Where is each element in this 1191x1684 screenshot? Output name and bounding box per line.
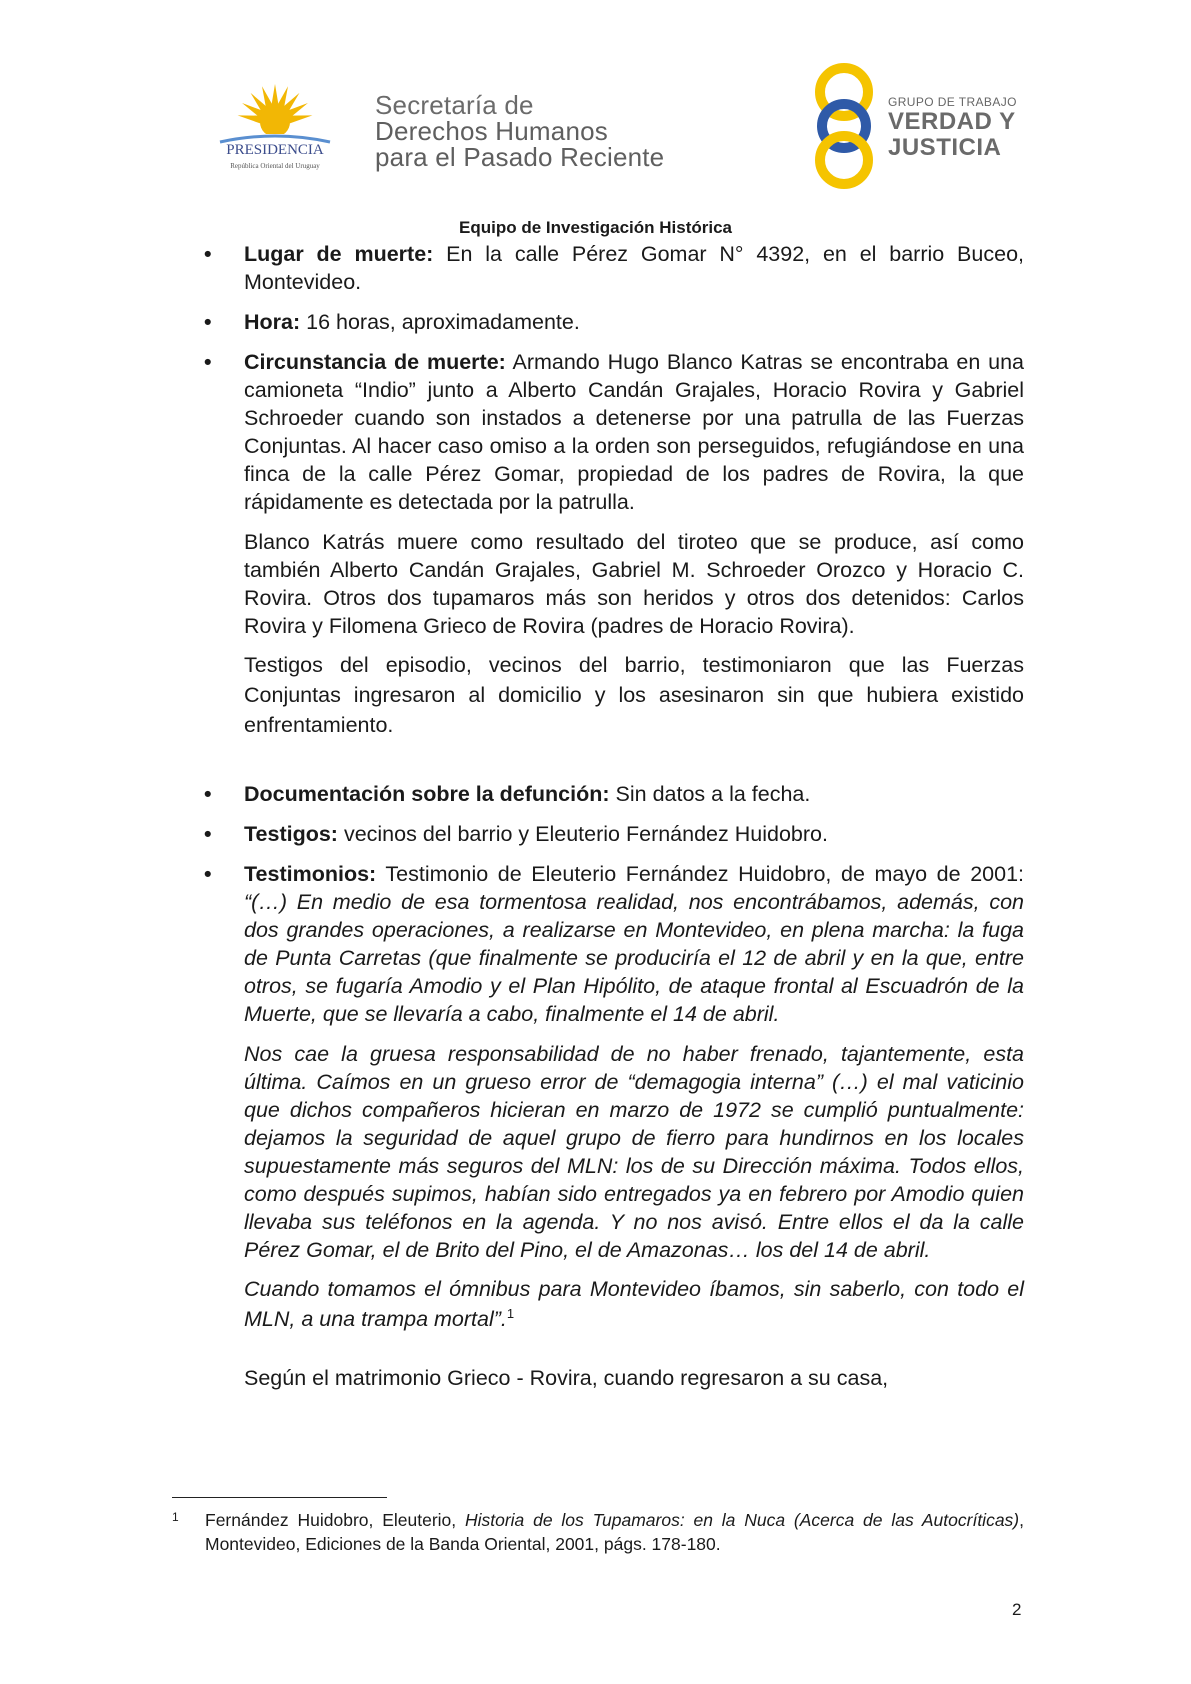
quote-part-1: “(…) En medio de esa tormentosa realidad, nos encontrábamos, además, con dos grandes operaciones, a realizarse en Montevideo, en plena marcha: la fuga de Punta Carretas (que finalmente se produciría el 12 de abril y en la que, entre otros, se fugaría Amodio y el Plan Hipólito, de ataque frontal al Escuadrón de la Muerte, que se llevaría a cabo, finalmente el 14 de abril. [244, 890, 1024, 1026]
presidencia-name: PRESIDENCIA [226, 142, 324, 158]
item-testimonios [204, 860, 1024, 1028]
item-text: Sin datos a la fecha. [609, 782, 811, 806]
footnote-title: Historia de los Tupamaros: en la Nuca (Acerca de las Autocríticas) [464, 1510, 1020, 1530]
footnote-author: Fernández Huidobro, Eleuterio, [205, 1510, 465, 1530]
presidencia-sub: República Oriental del Uruguay [230, 162, 320, 170]
quote-part-3: Cuando tomamos el ómnibus para Montevideo íbamos, sin saberlo, con todo el MLN, a una trampa mortal”. [244, 1277, 1024, 1331]
item-text: vecinos del barrio y Eleuterio Fernández Huidobro. [337, 822, 828, 846]
item-label: Hora: [244, 310, 301, 334]
circunstancia-paragraph-2: Blanco Katrás muere como resultado del tiroteo que se produce, así como también Alberto Candán Grajales, Gabriel M. Schroeder Orozco y Horacio C. Rovira. Otros dos tupamaros más son heridos y otros dos detenidos: Carlos Rovira y Filomena Grieco de Rovira (padres de Horacio Rovira). [244, 530, 1024, 638]
footnote-rest: , Montevideo, Ediciones de la Banda Oriental, 2001, págs. 178-180. [205, 1510, 1025, 1554]
footnote-text [205, 1508, 1024, 1556]
secretaria-line2: Derechos Humanos [375, 116, 608, 146]
item-label: Lugar de muerte: [244, 242, 434, 266]
team-heading: Equipo de Investigación Histórica [459, 218, 732, 237]
secretaria-title [375, 92, 664, 170]
circunstancia-paragraph-3: Testigos del episodio, vecinos del barrio, testimoniaron que las Fuerzas Conjuntas ingresaron al domicilio y los asesinaron sin que hubiera existido enfrentamiento. [244, 653, 1024, 737]
verdad-label: VERDAD Y [888, 108, 1016, 135]
item-label: Documentación sobre la defunción: [244, 782, 610, 806]
rings-icon [812, 62, 892, 192]
document-body [204, 240, 1024, 1402]
item-lugar [204, 240, 1024, 296]
grupo-label: GRUPO DE TRABAJO [888, 95, 1017, 109]
item-text: Armando Hugo Blanco Katras se encontraba en una camioneta “Indio” junto a Alberto Candán Grajales, Horacio Rovira y Gabriel Schroeder cuando son instados a detenerse por una patrulla de las Fuerzas Conjuntas. Al hacer caso omiso a la orden son perseguidos, refugiándose en una finca de la calle Pérez Gomar, propiedad de los padres de Rovira, la que rápidamente es detectada por la patrulla. [244, 350, 1024, 514]
item-circunstancia [204, 348, 1024, 516]
item-text: 16 horas, aproximadamente. [300, 310, 580, 334]
bullet: • [204, 310, 212, 334]
item-label: Testimonios: [244, 862, 377, 886]
closing-paragraph: Según el matrimonio Grieco - Rovira, cuando regresaron a su casa, [244, 1366, 889, 1390]
item-label: Testigos: [244, 822, 338, 846]
bullet: • [204, 862, 212, 886]
item-text: Testimonio de Eleuterio Fernández Huidobro, de mayo de 2001: [376, 862, 1024, 886]
bullet: • [204, 350, 212, 374]
bullet: • [204, 782, 212, 806]
footnote-ref[interactable]: 1 [506, 1305, 515, 1321]
item-text: En la calle Pérez Gomar N° 4392, en el barrio Buceo, Montevideo. [244, 242, 1024, 294]
bullet: • [204, 242, 212, 266]
justicia-label: JUSTICIA [888, 134, 1002, 161]
footnote-separator [172, 1497, 387, 1498]
item-documentacion [204, 780, 1024, 808]
page-number: 2 [1012, 1600, 1022, 1619]
item-testigos [204, 820, 1024, 848]
verdad-justicia-text [888, 95, 1017, 161]
bullet: • [204, 822, 212, 846]
item-hora [204, 308, 1024, 336]
item-label: Circunstancia de muerte: [244, 350, 506, 374]
footnote [172, 1508, 1024, 1556]
secretaria-line3: para el Pasado Reciente [375, 142, 665, 172]
quote-paragraph-3 [204, 1274, 1024, 1334]
quote-part-2: Nos cae la gruesa responsabilidad de no haber frenado, tajantemente, esta última. Caímos en un grueso error de “demagogia interna” (…) el mal vaticinio que dichos compañeros hicieran en marzo de 1972 se cumplió puntualmente: dejamos la seguridad de aquel grupo de fierro para hundirnos en los locales supuestamente más seguros del MLN: los de su Dirección máxima. Todos ellos, como después supimos, habían sido entregados ya en febrero por Amodio quien llevaba sus teléfonos en la agenda. Y no nos avisó. Entre ellos el da la calle Pérez Gomar, el de Brito del Pino, el de Amazonas… los del 14 de abril. [244, 1042, 1024, 1262]
secretaria-line1: Secretaría de [375, 90, 534, 120]
footnote-number: 1 [172, 1510, 179, 1524]
quote-paragraph-2 [204, 1040, 1024, 1264]
presidencia-logo [195, 80, 355, 180]
